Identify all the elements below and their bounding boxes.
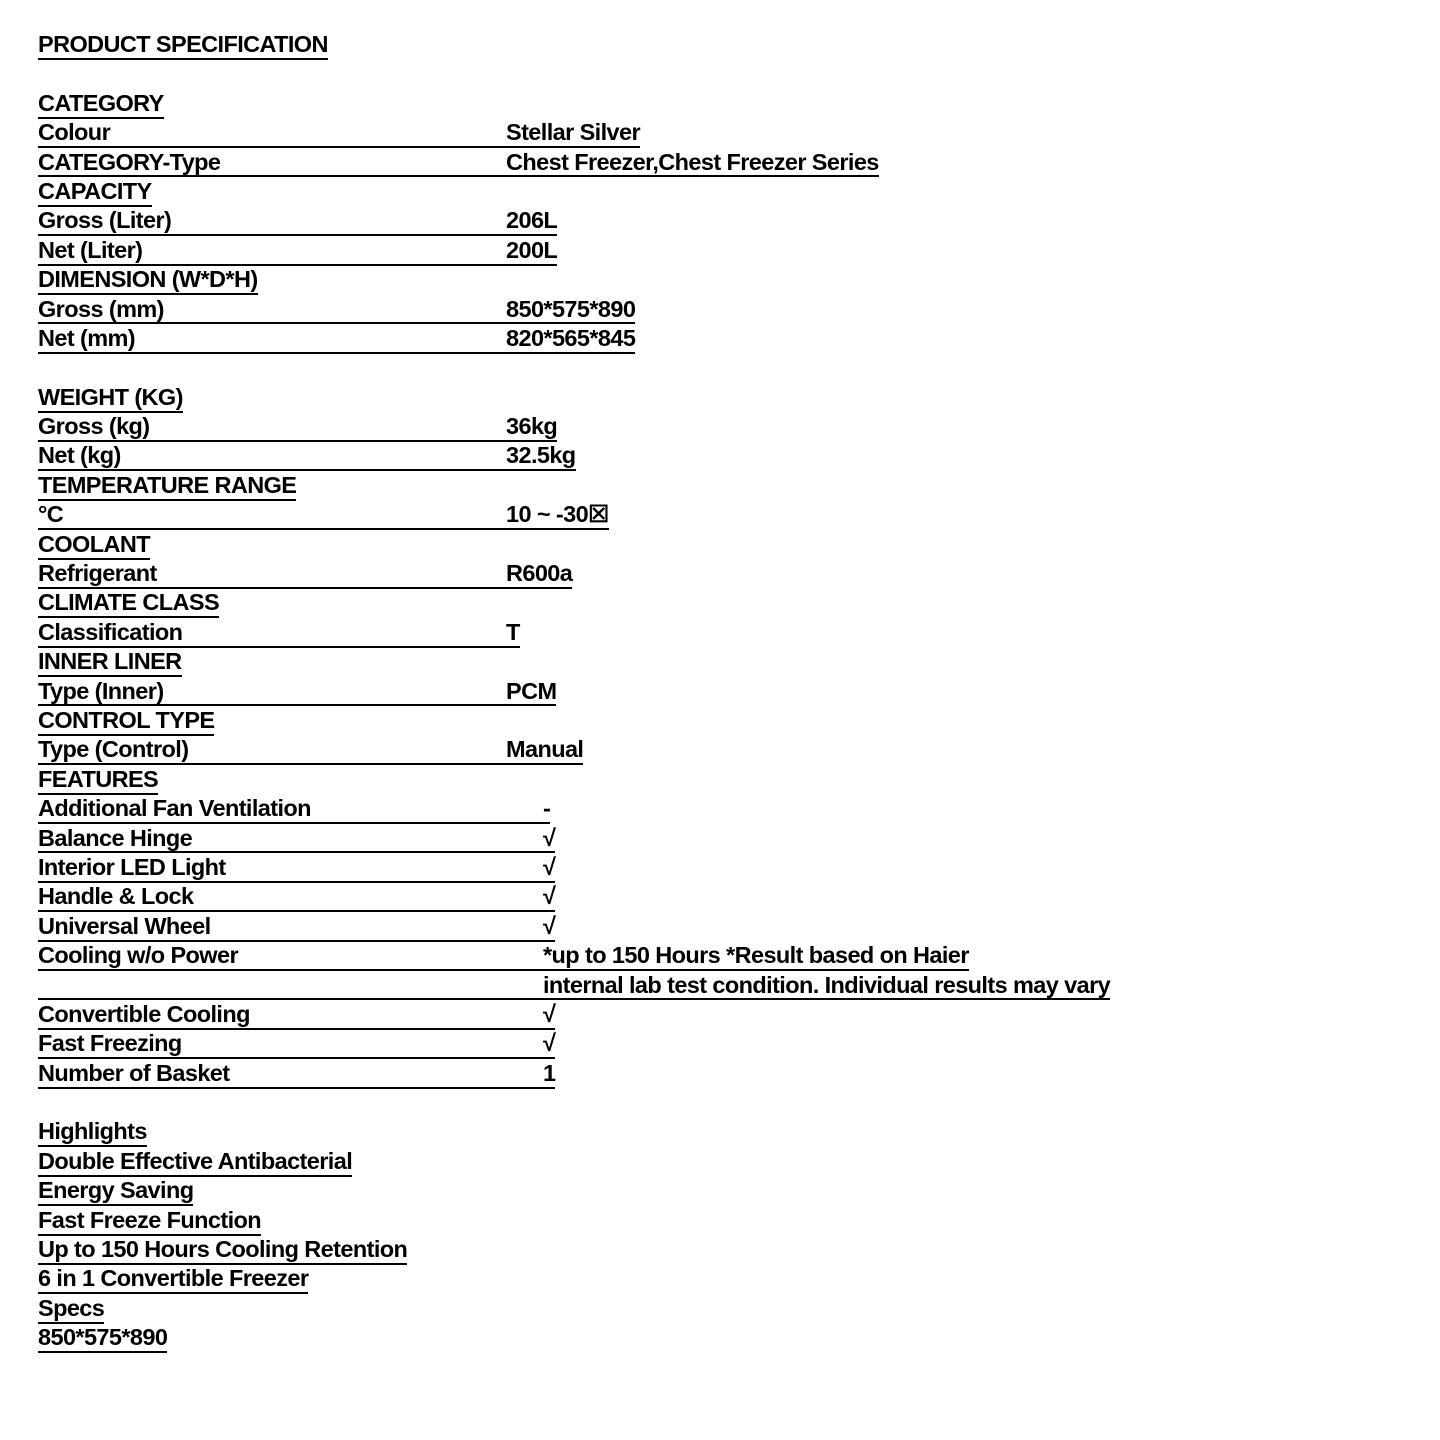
section-header-line [38,589,1440,618]
highlight-item-line [38,1148,1440,1177]
spec-row [38,325,635,354]
spec-value: 206L [506,207,558,234]
spec-label: Net (mm) [38,324,136,351]
section-header: INNER LINER [38,648,182,677]
specs-value-line [38,1324,1440,1353]
spec-value: √ [543,1030,556,1057]
spec-label: Interior LED Light [38,853,226,880]
spacer [38,60,1440,89]
page-title: PRODUCT SPECIFICATION [38,31,328,60]
spec-label: Cooling w/o Power [38,942,238,969]
spec-label: Handle & Lock [38,883,194,910]
spec-row [38,1001,555,1030]
spec-value: - [543,795,551,822]
spec-row-line [38,207,1440,236]
spec-row-line [38,883,1440,912]
section-header: CAPACITY [38,178,152,207]
spec-label: Gross (Liter) [38,207,172,234]
section-header-line [38,766,1440,795]
spec-value: √ [543,853,556,880]
spec-value: 200L [506,236,558,263]
spec-row-line [38,972,1440,1001]
spec-row [38,501,609,530]
section-header-line [38,648,1440,677]
spec-label: Type (Control) [38,736,189,763]
spec-row-line [38,149,1440,178]
spec-row [38,296,635,325]
spec-row-line [38,237,1440,266]
spec-label: Gross (mm) [38,295,164,322]
spacer [38,1089,1440,1118]
specs-header-line [38,1295,1440,1324]
spec-row-line [38,413,1440,442]
spec-row-line [38,501,1440,530]
spec-row-line [38,795,1440,824]
section-header: TEMPERATURE RANGE [38,472,296,501]
spec-row-line [38,913,1440,942]
spec-label: Classification [38,618,183,645]
spec-row [38,619,520,648]
spec-label: Net (kg) [38,442,121,469]
specs-value: 850*575*890 [38,1324,167,1353]
highlight-item: 6 in 1 Convertible Freezer [38,1265,308,1294]
spec-row-line [38,942,1440,971]
spacer [38,354,1440,383]
spec-value: Manual [506,736,584,763]
highlights-header-line [38,1118,1440,1147]
spec-value: 850*575*890 [506,295,636,322]
section-header-line [38,90,1440,119]
spec-value: √ [543,1000,556,1027]
spec-value: 820*565*845 [506,324,636,351]
spec-label: Type (Inner) [38,677,164,704]
spec-row-line [38,619,1440,648]
spec-label: Fast Freezing [38,1030,182,1057]
spec-label: Net (Liter) [38,236,143,263]
spec-row-line [38,1030,1440,1059]
highlight-item: Fast Freeze Function [38,1207,261,1236]
spec-value: 1 [543,1059,556,1086]
spec-value: internal lab test condition. Individual results may vary [543,971,1111,998]
highlight-item: Double Effective Antibacterial [38,1148,352,1177]
spec-row [38,1030,555,1059]
spec-row-line [38,296,1440,325]
section-header: COOLANT [38,531,150,560]
spec-row [38,413,557,442]
spec-value: Stellar Silver [506,119,640,146]
section-header-line [38,178,1440,207]
spec-label: Gross (kg) [38,413,150,440]
spec-row [38,972,1110,1001]
section-header-line [38,531,1440,560]
highlight-item-line [38,1265,1440,1294]
spec-row [38,678,556,707]
spec-row-line [38,678,1440,707]
spec-value: T [506,618,520,645]
spec-row [38,883,555,912]
spec-label: °C [38,501,64,528]
highlight-item: Energy Saving [38,1177,193,1206]
section-header: DIMENSION (W*D*H) [38,266,258,295]
spec-value: *up to 150 Hours *Result based on Haier [543,942,969,969]
spec-row-line [38,119,1440,148]
highlights-section [38,1118,1440,1353]
spec-row [38,442,576,471]
spec-value: √ [543,824,556,851]
spec-value: √ [543,883,556,910]
section-header: CATEGORY [38,90,164,119]
spec-row [38,913,555,942]
spec-label: Convertible Cooling [38,1000,250,1027]
spec-label: Additional Fan Ventilation [38,795,311,822]
spec-row [38,1060,555,1089]
spec-row [38,119,640,148]
spec-row-line [38,736,1440,765]
spec-label: Colour [38,119,111,146]
title-line [38,31,1440,60]
section-header: CONTROL TYPE [38,707,214,736]
spec-value: R600a [506,560,573,587]
section-header: WEIGHT (KG) [38,384,183,413]
section-header: CLIMATE CLASS [38,589,219,618]
section-header: FEATURES [38,766,158,795]
spec-row-line [38,325,1440,354]
spec-label: Number of Basket [38,1059,230,1086]
section-header-line [38,384,1440,413]
section-header-line [38,472,1440,501]
spec-row [38,736,583,765]
spec-row-line [38,1001,1440,1030]
section-header-line [38,707,1440,736]
specs-header: Specs [38,1295,104,1324]
spec-row [38,942,969,971]
spec-row [38,237,557,266]
highlights-header: Highlights [38,1118,147,1147]
spec-row-line [38,442,1440,471]
spec-label: CATEGORY-Type [38,148,221,175]
highlight-item-line [38,1207,1440,1236]
spec-value: 36kg [506,413,558,440]
spec-row [38,207,557,236]
spec-row-line [38,1060,1440,1089]
spec-row [38,795,550,824]
highlight-item-line [38,1236,1440,1265]
spec-value: 10 ~ -30☒ [506,501,609,528]
highlight-item-line [38,1177,1440,1206]
highlight-item: Up to 150 Hours Cooling Retention [38,1236,407,1265]
spec-label: Refrigerant [38,560,157,587]
spec-value: √ [543,912,556,939]
spec-row [38,854,555,883]
spec-row [38,560,572,589]
spec-row [38,825,555,854]
spec-label: Balance Hinge [38,824,193,851]
spec-row-line [38,560,1440,589]
spec-table [38,90,1440,1119]
section-header-line [38,266,1440,295]
spec-value: PCM [506,677,557,704]
spec-row-line [38,825,1440,854]
spec-row-line [38,854,1440,883]
spec-value: Chest Freezer,Chest Freezer Series [506,148,879,175]
spec-row [38,149,879,178]
spec-label: Universal Wheel [38,912,211,939]
spec-value: 32.5kg [506,442,576,469]
